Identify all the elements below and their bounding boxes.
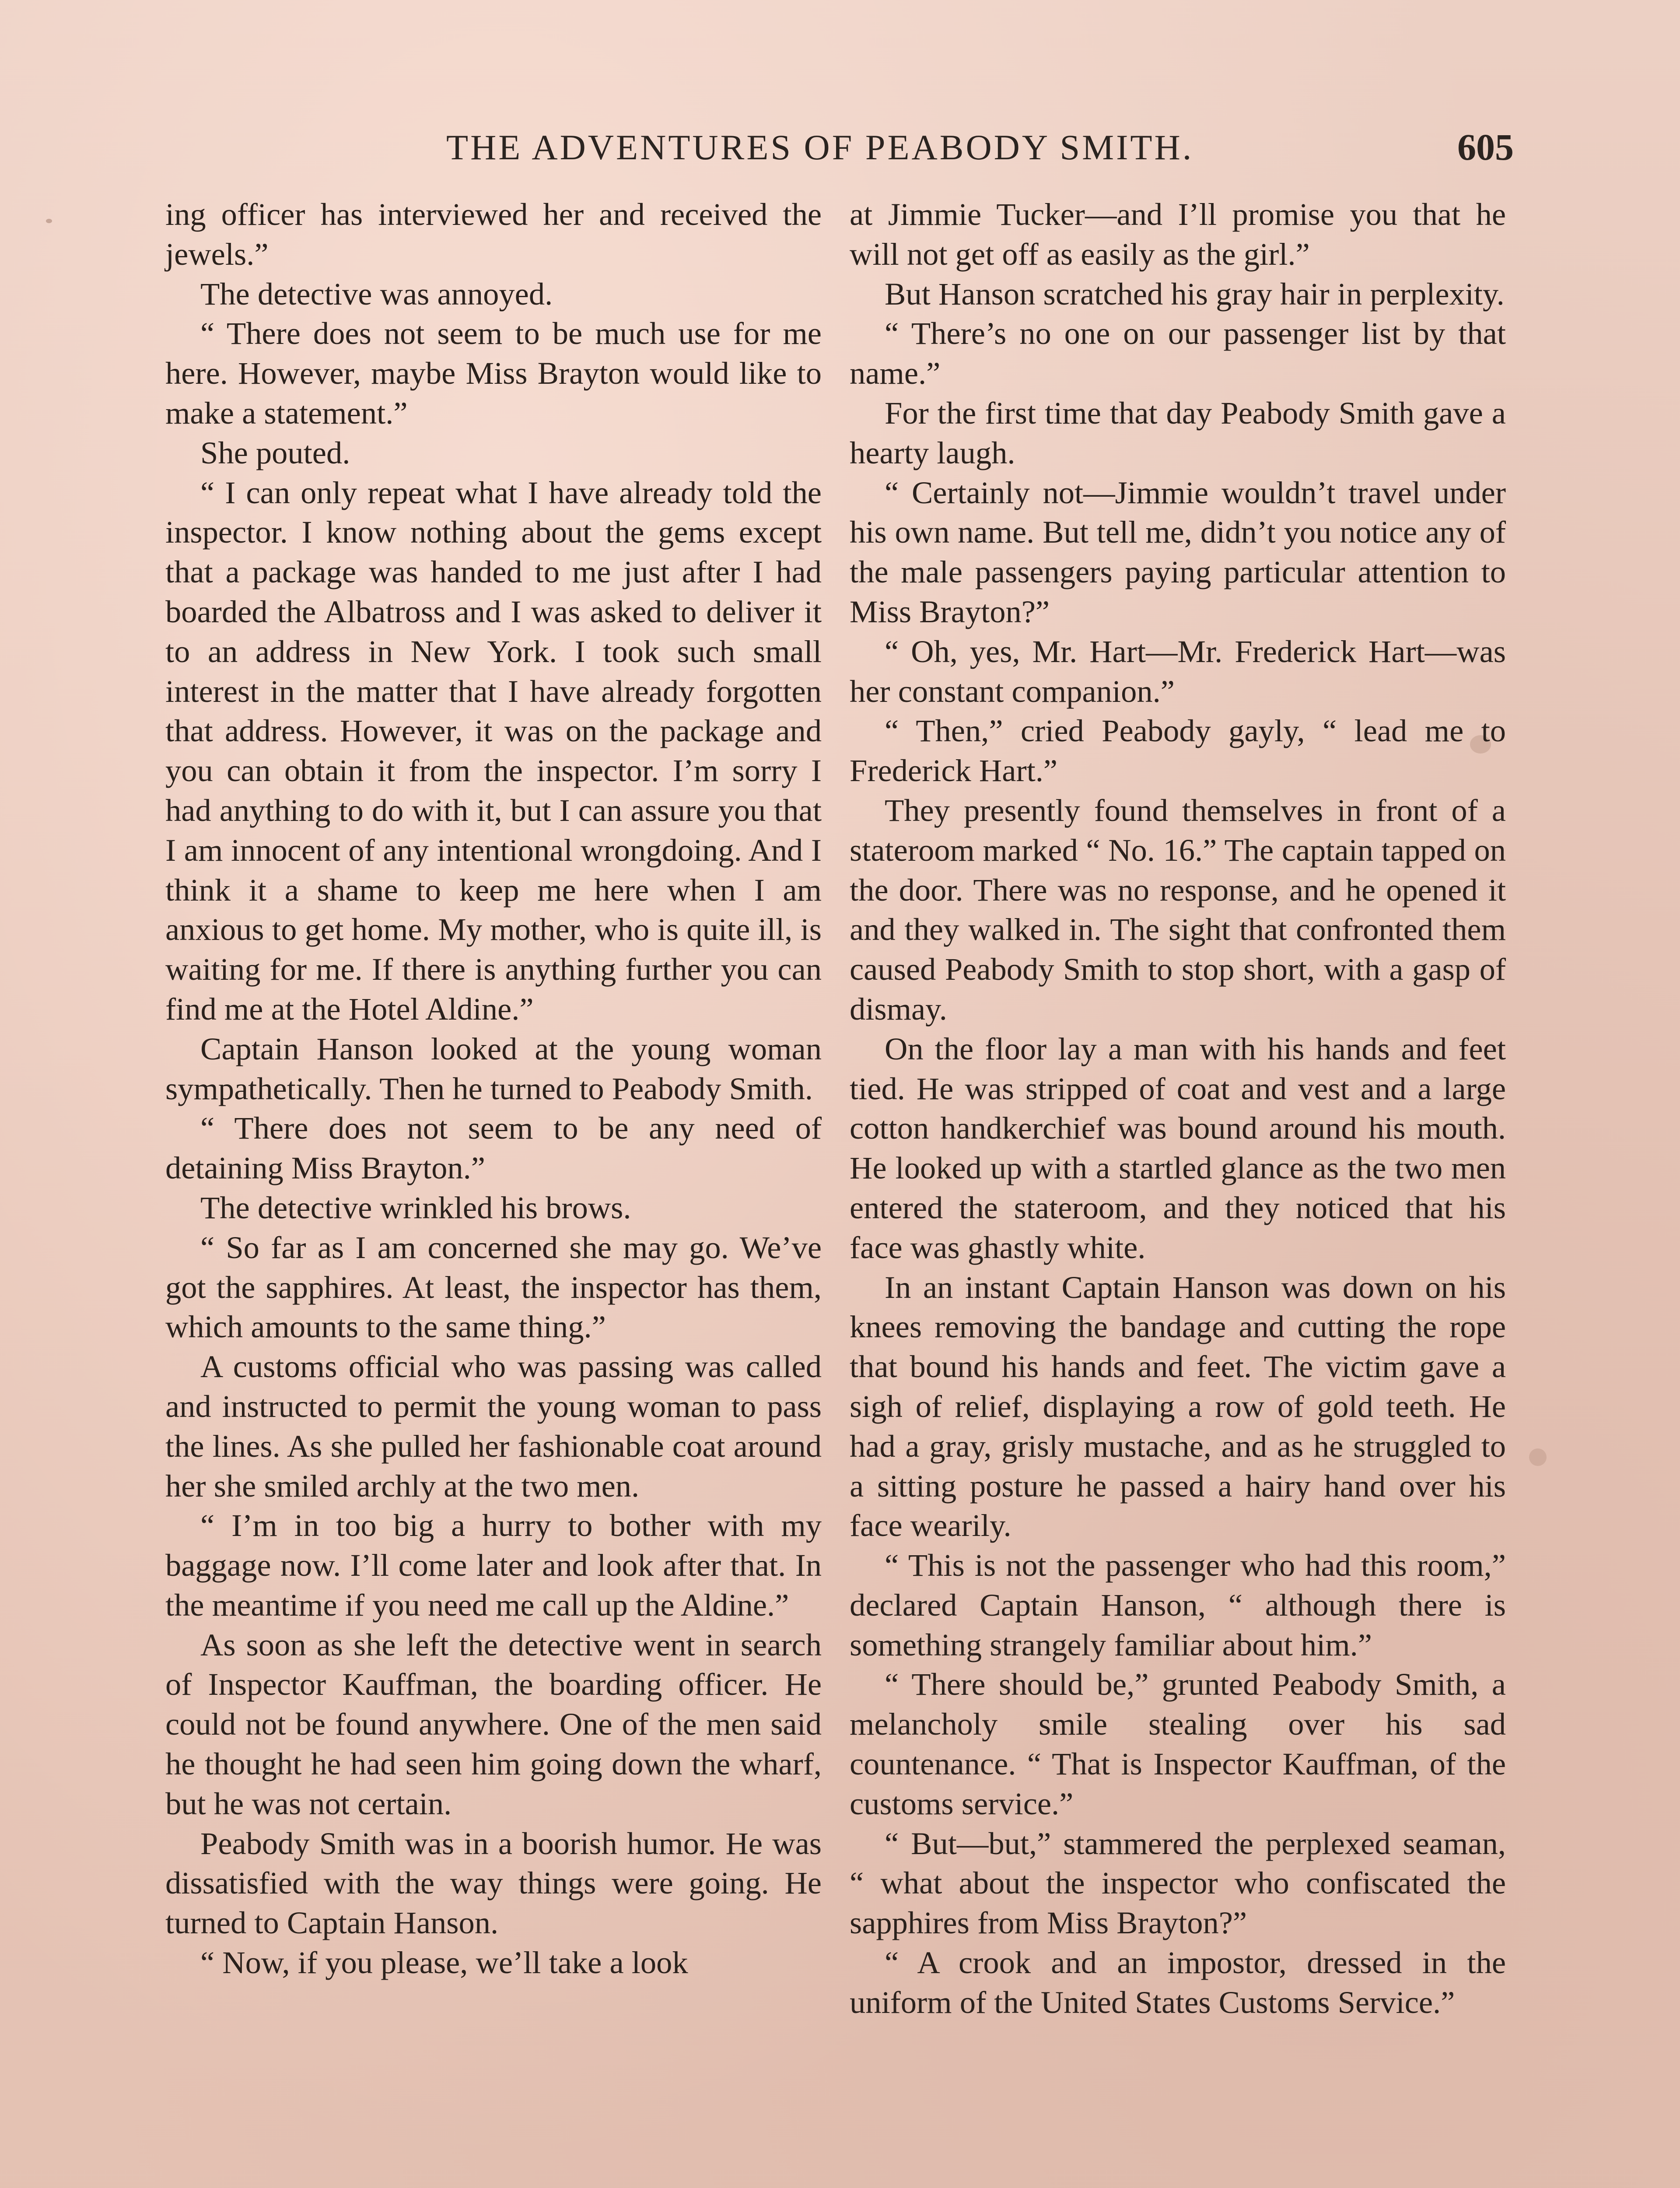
- paragraph: She pouted.: [200, 435, 350, 470]
- paragraph: In an instant Captain Hanson was down on his knees removing the bandage and cutting the rope that bound his hands and feet. The victim gave a sigh of relief, displaying a row of gold teeth. He had a gray, grisly mustache, and as he struggled to a sitting posture he passed a hairy hand over his face wearily.: [850, 1269, 1506, 1543]
- paragraph: ing officer has interviewed her and received the jewels.”: [165, 196, 822, 272]
- paper-speck: [46, 219, 52, 223]
- running-title: THE ADVENTURES OF PEABODY SMITH.: [446, 127, 1194, 167]
- paragraph: “ I can only repeat what I have already told the inspector. I know nothing about the gems except that a package was handed to me just after I had boarded the Albatross and I was asked to deliver it to an address in New York. I took such small interest in the matter that I have already forgotten that address. However, it was on the package and you can obtain it from the inspector. I’m sorry I had anything to do with it, but I can assure you that I am innocent of any intentional wrongdoing. And I think it a shame to keep me here when I am anxious to get home. My mother, who is quite ill, is waiting for me. If there is anything further you can find me at the Hotel Aldine.”: [165, 474, 822, 1027]
- paragraph: at Jimmie Tucker—and I’ll promise you that he will not get off as easily as the girl.”: [850, 196, 1506, 272]
- paragraph: “ A crook and an impostor, dressed in the uniform of the United States Customs Service.”: [850, 1945, 1506, 2020]
- paragraph: “ But—but,” stammered the perplexed seaman, “ what about the inspector who confiscated the sapphires from Miss Brayton?”: [850, 1825, 1506, 1941]
- page-number: 605: [1457, 126, 1514, 168]
- left-column: [165, 195, 822, 1983]
- right-column: [850, 195, 1506, 2023]
- paragraph: Captain Hanson looked at the young woman sympathetically. Then he turned to Peabody Smith.: [165, 1031, 822, 1106]
- paragraph: The detective wrinkled his brows.: [200, 1189, 631, 1225]
- paragraph: Peabody Smith was in a boorish humor. He was dissatisfied with the way things were going. He turned to Captain Hanson.: [165, 1825, 822, 1941]
- paragraph: The detective was annoyed.: [200, 276, 553, 312]
- paragraph: “ Certainly not—Jimmie wouldn’t travel under his own name. But tell me, didn’t you notice any of the male passengers paying particular attention to Miss Brayton?”: [850, 474, 1506, 629]
- paragraph: “ There does not seem to be any need of detaining Miss Brayton.”: [165, 1110, 822, 1186]
- paragraph: “ I’m in too big a hurry to bother with my baggage now. I’ll come later and look after that. In the meantime if you need me call up the Aldine.”: [165, 1508, 822, 1623]
- paragraph: “ This is not the passenger who had this room,” declared Captain Hanson, “ although there is something strangely familiar about him.”: [850, 1547, 1506, 1662]
- paper-stain: [1529, 1448, 1547, 1466]
- paragraph: A customs official who was passing was called and instructed to permit the young woman to pass the lines. As she pulled her fashionable coat around her she smiled archly at the two men.: [165, 1349, 822, 1504]
- paragraph: “ There should be,” grunted Peabody Smith, a melancholy smile stealing over his sad countenance. “ That is Inspector Kauffman, of the customs service.”: [850, 1666, 1506, 1821]
- paragraph: They presently found themselves in front of a stateroom marked “ No. 16.” The captain tapped on the door. There was no response, and he opened it and they walked in. The sight that confronted them caused Peabody Smith to stop short, with a gasp of dismay.: [850, 792, 1506, 1027]
- paragraph: “ Then,” cried Peabody gayly, “ lead me to Frederick Hart.”: [850, 713, 1506, 789]
- paragraph: On the floor lay a man with his hands and feet tied. He was stripped of coat and vest and a large cotton handkerchief was bound around his mouth. He looked up with a startled glance as the two men entered the stateroom, and they noticed that his face was ghastly white.: [850, 1031, 1506, 1265]
- paragraph: As soon as she left the detective went in search of Inspector Kauffman, the boarding officer. He could not be found anywhere. One of the men said he thought he had seen him going down the wharf, but he was not certain.: [165, 1627, 822, 1821]
- paragraph: “ There does not seem to be much use for me here. However, maybe Miss Brayton would like to make a statement.”: [165, 316, 822, 431]
- paragraph: “ Now, if you please, we’ll take a look: [200, 1945, 688, 1981]
- paragraph: “ There’s no one on our passenger list by that name.”: [850, 316, 1506, 391]
- paragraph: “ So far as I am concerned she may go. We’ve got the sapphires. At least, the inspector has them, which amounts to the same thing.”: [165, 1229, 822, 1345]
- paragraph: “ Oh, yes, Mr. Hart—Mr. Frederick Hart—was her constant companion.”: [850, 633, 1506, 709]
- paragraph: But Hanson scratched his gray hair in perplexity.: [885, 276, 1505, 312]
- paragraph: For the first time that day Peabody Smith gave a hearty laugh.: [850, 395, 1506, 470]
